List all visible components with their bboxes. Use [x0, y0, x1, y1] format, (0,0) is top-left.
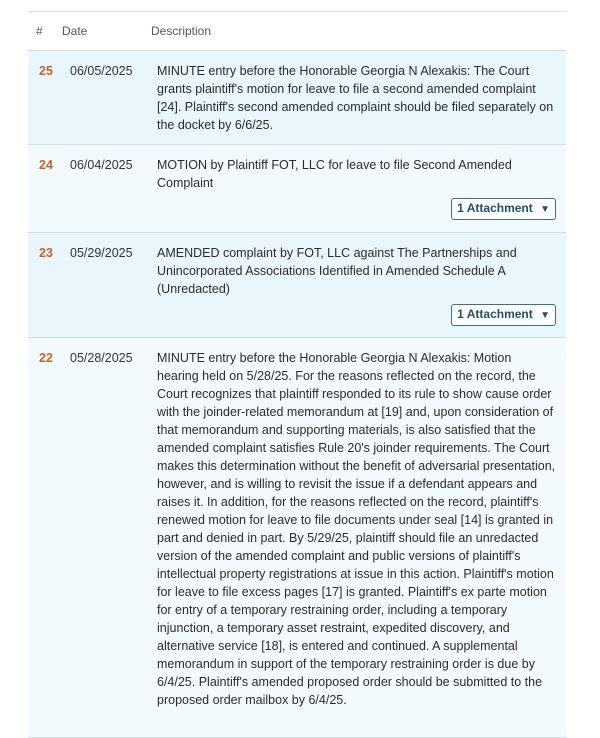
entry-description: MINUTE entry before the Honorable Georgia N Alexakis: The Court grants plaintiff's motion for leave to file a second amended complaint [24]. Plaintiff's second amended complaint should be filed separately on the docket by 6/6/25.: [157, 64, 554, 132]
header-num: #: [36, 24, 43, 38]
caret-down-icon: ▼: [540, 204, 550, 215]
attachment-row: [157, 304, 556, 326]
entry-date: 05/28/2025: [70, 351, 133, 365]
attachment-label: 1 Attachment: [457, 307, 533, 321]
header-description: Description: [151, 24, 212, 38]
table-header: [28, 11, 566, 51]
attachment-label: 1 Attachment: [457, 201, 533, 215]
table-row: [28, 338, 566, 738]
attachment-button[interactable]: [451, 304, 556, 326]
entry-description: MINUTE entry before the Honorable Georgia N Alexakis: Motion hearing held on 5/28/25. For the reasons reflected on the record, the Court recognizes that plaintiff responded to its rule to show cause order with the joinder-related memorandum at [19] and, upon consideration of that memorandum and supporting materials, is also satisfied that the amended complaint satisfies Rule 20's joinder requirements. The Court makes this determination without the benefit of adversarial presentation, however, and is willing to revisit the issue if a defendant appears and raises it. In addition, for the reasons reflected on the record, plaintiff's renewed motion for leave to file documents under seal [14] is granted in part and denied in part. By 5/29/25, plaintiff should file an unredacted version of the amended complaint and public versions of plaintiff's intellectual property registrations at issue in this action. Plaintiff's motion for leave to file excess pages [17] is granted. Plaintiff's ex parte motion for entry of a temporary restraining order, including a temporary injunction, a temporary asset restraint, expedited discovery, and alternative service [18], is entered and continued. A supplemental memorandum in support of the temporary restraining order is due by 6/4/25. Plaintiff's amended proposed order should be submitted to the proposed order mailbox by 6/4/25.: [157, 351, 556, 707]
entry-number: 22: [39, 351, 53, 365]
entry-number: 23: [39, 246, 53, 260]
entry-number: 25: [39, 64, 53, 78]
table-row: [28, 51, 566, 145]
entry-date: 05/29/2025: [70, 246, 133, 260]
entry-description: MOTION by Plaintiff FOT, LLC for leave to file Second Amended Complaint: [157, 158, 512, 190]
table-row: [28, 233, 566, 338]
entry-description-cell: [153, 244, 566, 329]
header-date: Date: [62, 24, 88, 38]
attachment-row: [157, 198, 556, 220]
table-row: [28, 145, 566, 233]
entry-description-cell: [153, 156, 566, 224]
entry-description: AMENDED complaint by FOT, LLC against The Partnerships and Unincorporated Associations Identified in Amended Schedule A (Unredacted): [157, 246, 517, 296]
docket-table: [28, 11, 566, 738]
caret-down-icon: ▼: [540, 310, 550, 321]
entry-date: 06/05/2025: [70, 64, 133, 78]
entry-number: 24: [39, 158, 53, 172]
attachment-button[interactable]: [451, 198, 556, 220]
entry-date: 06/04/2025: [70, 158, 133, 172]
